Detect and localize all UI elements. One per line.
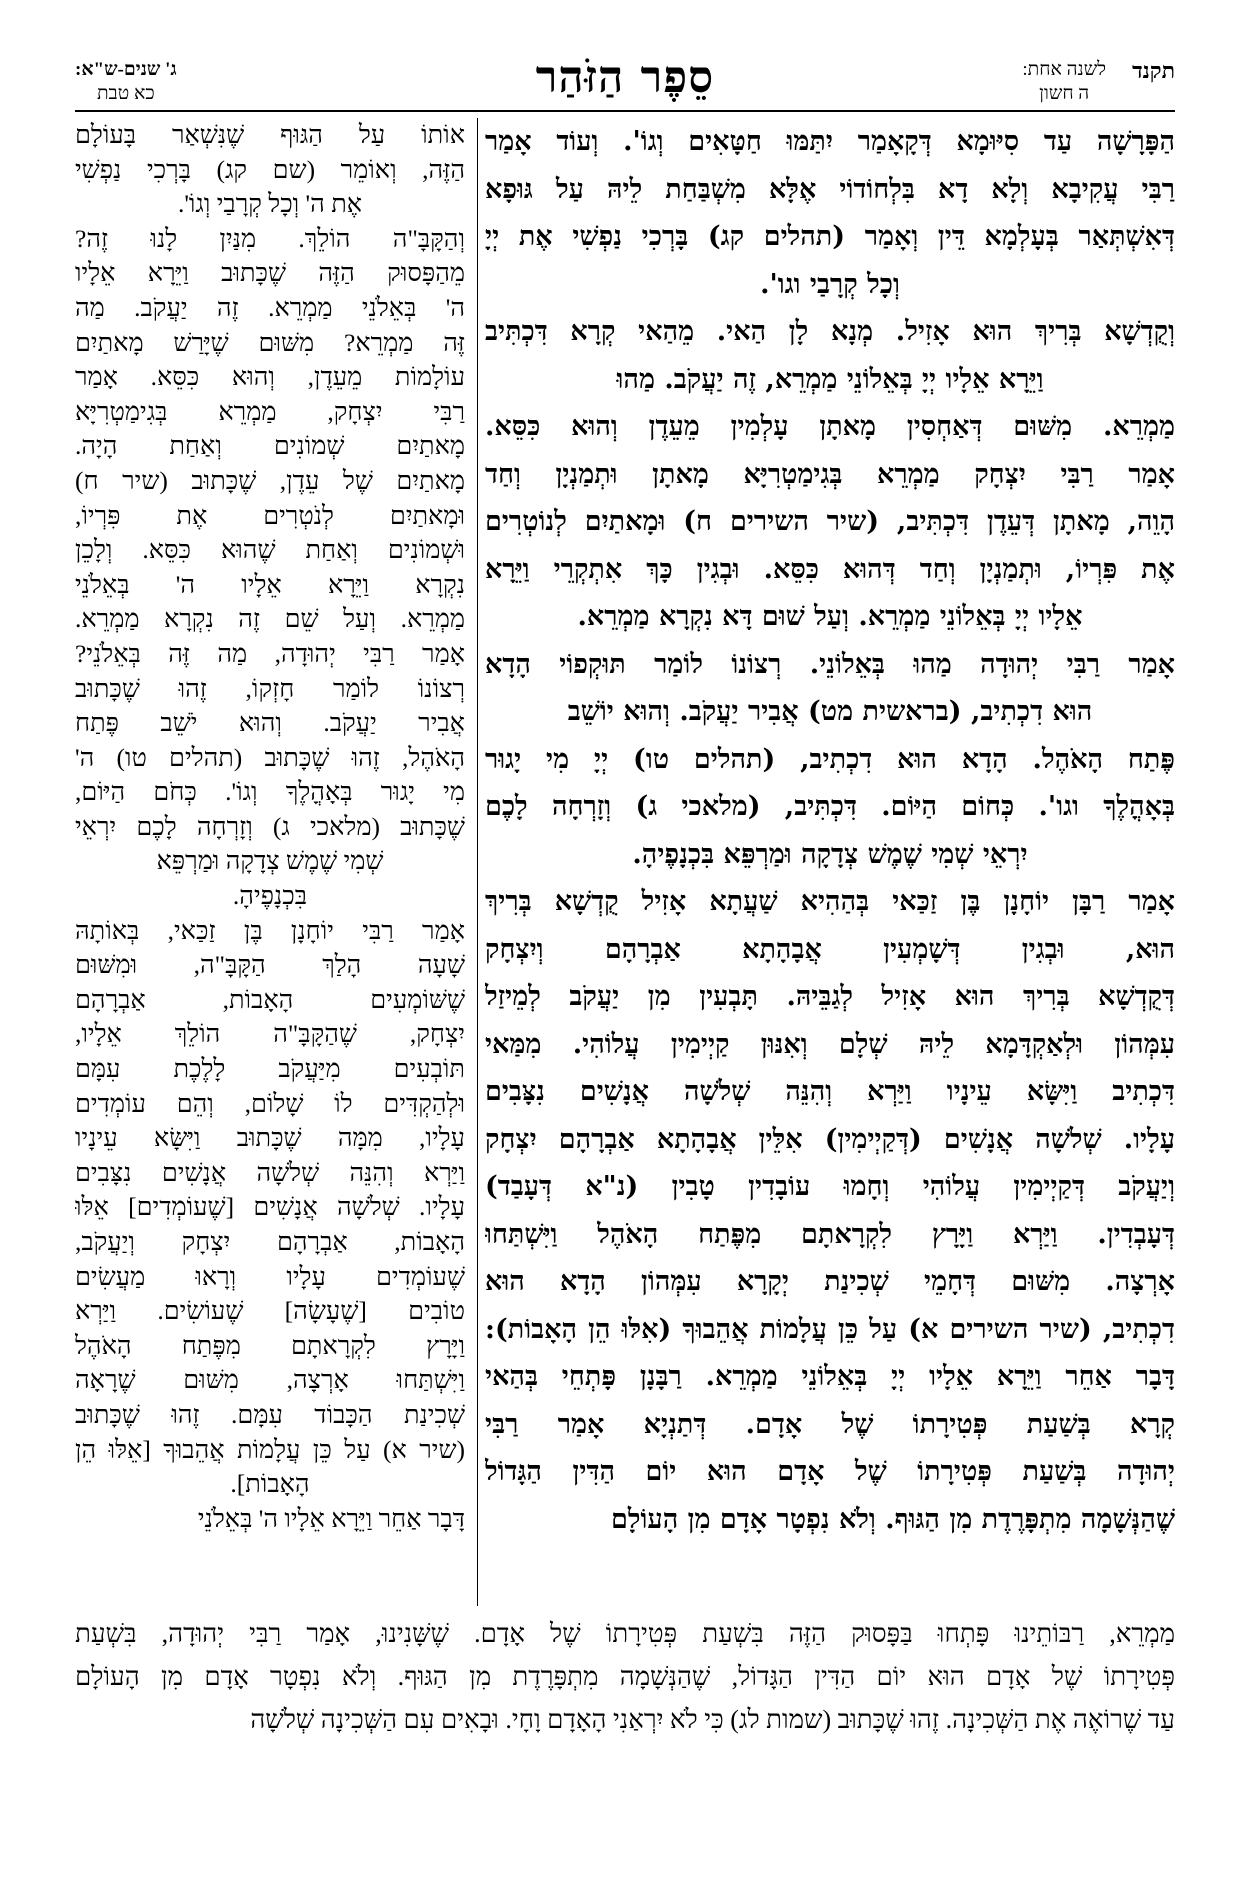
text-line: מָאתַיִם שֶׁל עֵדֶן, שֶׁכָּתוּב (שיר ח)	[75, 465, 465, 495]
text-line: בִּכְנָפֶיהָ.	[232, 881, 308, 911]
text-line: וְיַעֲקֹב דְּקַיְימִין עֲלוֹהִי וְחָמוּ עוֹבָדִין טָבִין (נ"א דְּעָבַד)	[485, 1171, 1175, 1202]
text-line: יְהוּדָה בְּשַׁעַת פְּטִירָתוֹ שֶׁל אָדָם הוּא יוֹם הַדִּין הַגָּדוֹל	[485, 1456, 1175, 1487]
text-line: אֵלָיו יְיָ בְּאֵלוֹנֵי מַמְרֵא. וְעַל שׁוּם דָּא נִקְרָא מַמְרֵא.	[577, 601, 1083, 632]
text-line: וְכָל קְרָבַי וגו'.	[760, 268, 900, 300]
text-line: הָאָבוֹת].	[230, 1469, 310, 1499]
text-line: הָוֵה, מָאתָן דְּעֵדֶן דִּכְתִּיב, (שיר השירים ח) וּמָאתַיִם לְנוֹטְרִים	[485, 506, 1175, 537]
text-line: פְּטִירָתוֹ שֶׁל אָדָם הוּא יוֹם הַדִּין הַגָּדוֹל, שֶׁהַנְּשָׁמָה מִתְפָּרֶדֶת מִן הַגּוּף. וְלֹא נִפְטָר אָדָם מִן הָעוֹלָם	[75, 1662, 1175, 1691]
text-line: אָמַר רַבִּי יְהוּדָה מַהוּ בְּאֵלוֹנֵי. רְצוֹנוֹ לוֹמַר תּוּקְפוֹי הָדָא	[485, 648, 1175, 680]
text-line: וְהַקָּבָּ"ה הוֹלֵךְ. מִנַּיִן לָנוּ זֶה?	[75, 223, 465, 253]
page-number: תקנד	[1132, 58, 1175, 84]
header-left-dates	[75, 58, 177, 106]
text-line: דָּבָר אַחֵר וַיֵּרָא אֵלָיו ה' בְּאֵלֹנֵי	[197, 1503, 465, 1533]
text-line: עַד שֶׁרוֹאֶה אֶת הַשְּׁכִינָה. זֶהוּ שֶׁכָּתוּב (שמות לג) כִּי לֹא יִרְאַנִי הָאָדָם וָחָי. וּבָאִים עִם הַשְּׁכִינָה שְׁלֹשָׁה	[250, 1705, 1175, 1734]
book-title: סֵפֶר הַזֹּהַר	[535, 52, 715, 103]
hebrew-translation-column	[75, 118, 465, 1536]
text-line: דִכְתִיב, (שיר השירים א) עַל כֵּן עֲלָמוֹת אֲהֵבוּךָ (אִלּוּ הֵן הָאָבוֹת):	[485, 1313, 1175, 1345]
text-line: וּשְׁמוֹנִים וְאַחַת שֶׁהוּא כִּסֵּא. וְלָכֵן	[75, 535, 465, 565]
text-line: שֶׁכָּתוּב (מלאכי ג) וְזָרְחָה לָכֶם יִרְאֵי	[75, 811, 465, 841]
text-line: וּלְהַקְדִּים לוֹ שָׁלוֹם, וְהֵם עוֹמְדִים	[75, 1088, 465, 1118]
text-line: שְׁכִינַת הַכָּבוֹד עִמָּם. זֶהוּ שֶׁכָּתוּב	[75, 1399, 465, 1429]
text-line: שֶׁהַנְּשָׁמָה מִתְפָּרֶדֶת מִן הַגּוּף. וְלֹא נִפְטָר אָדָם מִן הָעוֹלָם	[611, 1503, 1175, 1535]
text-line: מָאתַיִם שְׁמוֹנִים וְאַחַת הָיָה.	[75, 431, 465, 461]
text-line: עָלָיו. שְׁלֹשָׁה אֲנָשִׁים [שֶׁעוֹמְדִים] אֵלּוּ	[75, 1192, 465, 1222]
text-line: שֶׁעוֹמְדִים עָלָיו וְרָאוּ מַעֲשִׂים	[75, 1261, 465, 1291]
text-line: הַזֶּה, וְאוֹמֵר (שם קג) בָּרְכִי נַפְשִׁי	[75, 154, 465, 184]
text-line: דָּבָר אַחֵר וַיֵּרָא אֵלָיו יְיָ בְּאֵלוֹנֵי מַמְרֵא. רַבָּנָן פָּתְחֵי בְּהַאי	[485, 1361, 1175, 1392]
column-divider	[477, 118, 478, 1606]
page-header	[75, 52, 1175, 110]
text-line: וְקֻדְשָׁא בְּרִיךְ הוּא אָזִיל. מְנָא לָן הַאי. מֵהַאי קְרָא דִּכְתִּיב	[485, 316, 1175, 347]
text-line: רְצוֹנוֹ לוֹמַר חָזְקוֹ, זֶהוּ שֶׁכָּתוּב	[75, 673, 465, 703]
text-line: יִרְאֵי שְׁמִי שֶׁמֶשׁ צְדָקָה וּמַרְפֵּא בִּכְנָפֶיהָ.	[632, 838, 1028, 870]
text-line: עָלָיו, מִמָּה שֶׁכָּתוּב וַיִּשָּׂא עֵינָיו	[75, 1123, 465, 1153]
text-line: דִּכְתִיב וַיִּשָּׂא עֵינָיו וַיַּרְא וְהִנֵּה שְׁלֹשָׁה אֲנָשִׁים נִצָּבִים	[485, 1076, 1175, 1107]
text-line: שֶׁשּׁוֹמְעִים הָאָבוֹת, אַבְרָהָם	[75, 984, 465, 1014]
header-right-top: לשנה אחת:	[1022, 59, 1107, 80]
text-line: נִקְרָא וַיֵּרָא אֵלָיו ה' בְּאֵלֹנֵי	[75, 569, 465, 599]
text-line: אָמַר רַבִּי יוֹחָנָן בֶּן זַכַּאי, בְּאוֹתָהּ	[75, 915, 465, 945]
text-line: מַמְרֵא. וְעַל שֵׁם זֶה נִקְרָא מַמְרֵא.	[75, 604, 465, 634]
text-line: עִמְּהוֹן וּלְאַקְדָּמָא לֵיהּ שְׁלָם וְאִנּוּן קַיְימִין עֲלוֹהִי. מִמַּאי	[485, 1028, 1175, 1060]
text-line: וַיַּרְא וְהִנֵּה שְׁלֹשָׁה אֲנָשִׁים נִצָּבִים	[75, 1157, 465, 1187]
text-line: קְרָא בְּשַׁעַת פְּטִירָתוֹ שֶׁל אָדָם. דְּתַנְיָא אָמַר רַבִּי	[485, 1408, 1175, 1440]
text-line: אֶת פִּרְיוֹ, וּתְמַנְיָן וְחַד דְּהוּא כִּסֵּא. וּבְגִין כָּךְ אִתְקְרֵי וַיֵּרָא	[485, 553, 1175, 585]
text-line: עוֹלָמוֹת מֵעֵדֶן, וְהוּא כִּסֵּא. אָמַר	[75, 362, 465, 392]
text-line: רַבִּי עֲקִיבָא וְלָא דָא בִּלְחוֹדוֹי אֶלָּא מִשְׁבַּחַת לֵיהּ עַל גּוּפָא	[485, 173, 1175, 205]
text-line: (שיר א) עַל כֵּן עֲלָמוֹת אֲהֵבוּךָ [אֵלּוּ הֵן	[75, 1434, 465, 1464]
header-left-bottom: כא טבת	[96, 83, 155, 104]
text-line: דְּעָבְדִין. וַיַּרְא וַיָּרָץ לִקְרָאתָם מִפֶּתַח הָאֹהֶל וַיִּשְׁתַּחוּ	[485, 1218, 1175, 1250]
text-line: אָמַר רַבִּי יִצְחָק מַמְרֵא בְּגִימַטְרִיָּא מָאתָן וּתְמַנְיָן וְחַד	[485, 458, 1175, 490]
text-line: וַיֵּרָא אֵלָיו יְיָ בְּאֵלוֹנֵי מַמְרֵא, זֶה יַעֲקֹב. מַהוּ	[616, 363, 1044, 395]
text-line: עָלָיו. שְׁלֹשָׁה אֲנָשִׁים (דְּקַיְימִין) אִלֵּין אֲבָהָתָא אַבְרָהָם יִצְחָק	[485, 1123, 1175, 1155]
text-line: מַמְרֵא, רַבּוֹתֵינוּ פָּתְחוּ בַּפָּסוּק הַזֶּה בִּשְׁעַת פְּטִירָתוֹ שֶׁל אָדָם. שֶׁשָּׁנִינוּ, אָמַר רַבִּי יְהוּדָה, בִּשְׁעַת	[75, 1619, 1175, 1648]
header-right-bottom: ה חשון	[1039, 83, 1090, 104]
text-line: תּוֹבְעִים מִיַּעֲקֹב לָלֶכֶת עִמָּם	[75, 1054, 465, 1084]
aramaic-column	[485, 118, 1175, 1543]
text-line: אָמַר רַבָּן יוֹחָנָן בֶּן זַכַּאי בְּהַהִיא שַׁעֲתָא אָזִיל קֻדְשָׁא בְּרִיךְ	[485, 886, 1175, 917]
text-line: שָׁעָה הָלַךְ הַקָּבָּ"ה, וּמִשּׁוּם	[75, 950, 465, 980]
header-rule	[75, 110, 1175, 112]
text-line: הוּא, וּבְגִין דְּשָׁמְעִין אֲבָהָתָא אַבְרָהָם וְיִצְחָק	[485, 933, 1175, 965]
text-line: הָאֹהֶל, זֶהוּ שֶׁכָּתוּב (תהלים טו) ה'	[75, 742, 465, 772]
translation-continuation	[75, 1612, 1175, 1741]
header-left-top: ג' שנים-ש"א:	[75, 59, 177, 80]
text-line: אָמַר רַבִּי יְהוּדָה, מַה זֶּה בְּאֵלֹנֵי?	[75, 638, 465, 668]
text-line: אוֹתוֹ עַל הַגּוּף שֶׁנִּשְׁאַר בָּעוֹלָם	[75, 120, 465, 149]
text-line: דְּאִשְׁתְּאַר בְּעָלְמָא דֵּין וְאָמַר (תהלים קג) בָּרְכִי נַפְשִׁי אֶת יְיָ	[485, 221, 1175, 252]
text-line: פֶּתַח הָאֹהֶל. הָדָא הוּא דִכְתִיב, (תהלים טו) יְיָ מִי יָגוּר	[485, 743, 1175, 775]
text-line: מִי יָגוּר בְּאָהֳלֶךָ וְגוֹ'. כְּחֹם הַיּוֹם,	[75, 777, 465, 807]
text-line: שְׁמִי שֶׁמֶשׁ צְדָקָה וּמַרְפֵּא	[156, 846, 384, 876]
text-line: וַיָּרָץ לִקְרָאתָם מִפֶּתַח הָאֹהֶל	[75, 1330, 465, 1360]
text-line: טוֹבִים [שֶׁעָשָׂה] שֶׁעוֹשִׂים. וַיַּרְא	[75, 1296, 465, 1326]
text-line: בְּאָהֳלֶךָ וגו'. כְּחוֹם הַיּוֹם. דִּכְתִּיב, (מלאכי ג) וְזָרְחָה לָכֶם	[485, 791, 1175, 822]
text-line: מַמְרֵא. מִשּׁוּם דְּאַחְסִין מָאתָן עָלְמִין מֵעֵדֶן וְהוּא כִּסֵּא.	[485, 411, 1175, 442]
text-line: הַפָּרָשָׁה עַד סִיּוּמָא דְּקָאָמַר יִתַּמּוּ חַטָּאִים וְגוֹ'. וְעוֹד אָמַר	[485, 126, 1175, 157]
text-line: וַיִּשְׁתַּחוּ אָרְצָה, מִשּׁוּם שֶׁרָאָה	[75, 1365, 465, 1395]
text-line: הוּא דִכְתִיב, (בראשית מט) אֲבִיר יַעֲקֹב. וְהוּא יוֹשֵׁב	[567, 696, 1093, 727]
text-line: רַבִּי יִצְחָק, מַמְרֵא בְּגִימַטְרִיָּא	[75, 396, 465, 426]
text-line: זֶּה מַמְרֵא? מִשּׁוּם שֶׁיָּרַשׁ מָאתַיִם	[75, 327, 465, 357]
text-line: יִצְחָק, שֶׁהַקָּבָּ"ה הוֹלֵךְ אֵלָיו,	[75, 1019, 465, 1049]
text-line: דְּקֻדְשָׁא בְּרִיךְ הוּא אָזִיל לְגַבֵּיהּ. תָּבְעִין מִן יַעֲקֹב לְמֵיזַל	[485, 981, 1175, 1012]
text-line: הָאָבוֹת, אַבְרָהָם יִצְחָק וְיַעֲקֹב,	[75, 1227, 465, 1256]
text-line: ה' בְּאֵלֹנֵי מַמְרֵא. זֶה יַעֲקֹב. מַה	[75, 292, 465, 322]
text-line: אָרְצָה. מִשּׁוּם דְּחָמֵי שְׁכִינַת יְקָרָא עִמְּהוֹן הָדָא הוּא	[485, 1266, 1175, 1297]
text-line: וּמָאתַיִם לְנֹטְרִים אֶת פִּרְיוֹ,	[75, 500, 465, 530]
text-line: אֲבִיר יַעֲקֹב. וְהוּא יֹשֵׁב פֶּתַח	[75, 708, 465, 738]
text-line: מֵהַפָּסוּק הַזֶּה שֶׁכָּתוּב וַיֵּרָא אֵלָיו	[75, 258, 465, 288]
text-line: אֶת ה' וְכָל קְרָבַי וְגוֹ'.	[177, 189, 363, 219]
